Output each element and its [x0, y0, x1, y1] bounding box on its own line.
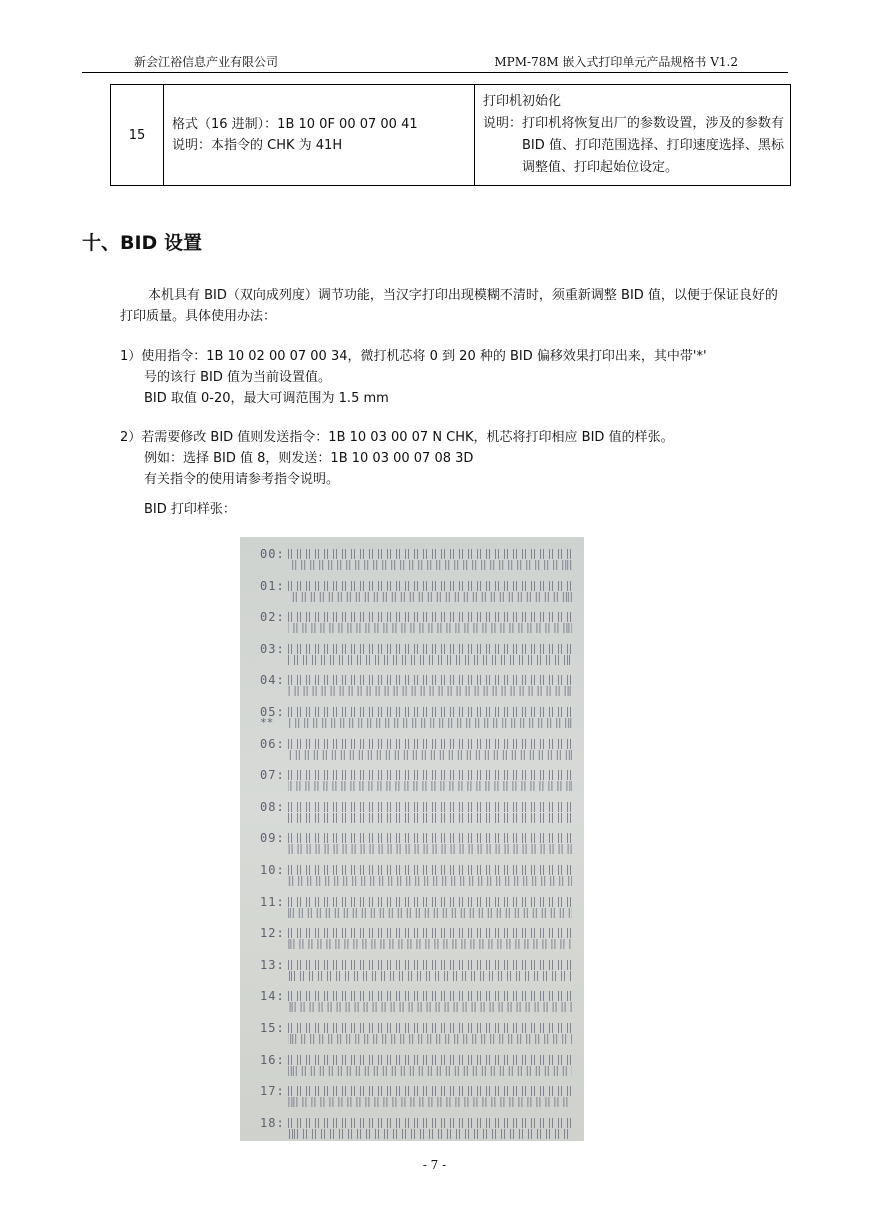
print-row-label: 05:	[260, 705, 285, 719]
description-text: 打印机将恢复出厂的参数设置，涉及的参数有 BID 值、打印范围选择、打印速度选择、黑标调整值、打印起始位设定。	[522, 116, 784, 175]
description-prefix: 说明：	[483, 116, 523, 131]
command-table	[110, 84, 791, 186]
instruction-item-2	[120, 427, 780, 490]
print-sample-row	[254, 735, 574, 761]
print-dot-row	[288, 802, 572, 812]
print-dot-row	[288, 718, 572, 728]
command-number: 15	[111, 85, 164, 186]
current-value-marker: **	[260, 716, 274, 729]
command-chk: 说明：本指令的 CHK 为 41H	[172, 138, 343, 153]
print-dot-row	[288, 739, 572, 749]
print-dot-row	[288, 1002, 572, 1012]
print-dot-row	[288, 770, 572, 780]
print-sample-row	[254, 577, 574, 603]
print-dot-row	[288, 813, 572, 823]
print-dot-row	[288, 675, 572, 685]
print-dot-row	[288, 655, 572, 665]
print-dot-row	[288, 833, 572, 843]
print-row-label: 17:	[260, 1084, 285, 1099]
print-row-label: 04:	[260, 673, 285, 688]
print-sample-row	[254, 924, 574, 950]
print-dot-row	[288, 581, 572, 591]
page-header	[82, 52, 788, 73]
print-dot-row	[288, 781, 572, 791]
sample-label: BID 打印样张：	[144, 502, 236, 517]
print-dot-row	[288, 876, 572, 886]
print-dot-row	[288, 1055, 572, 1065]
print-dot-row	[288, 1097, 572, 1107]
print-dot-row	[288, 971, 572, 981]
print-row-label: 03:	[260, 641, 285, 656]
print-sample-row	[254, 861, 574, 887]
item2-line3: 有关指令的使用请参考指令说明。	[144, 472, 340, 487]
item1-line1: 1）使用指令：1B 10 02 00 07 00 34，微打机芯将 0 到 20 种的 BID 偏移效果打印出来，其中带'*'	[120, 349, 707, 364]
print-sample-row	[254, 956, 574, 982]
print-dot-row	[288, 1129, 572, 1139]
print-dot-row	[288, 750, 572, 760]
header-company: 新会江裕信息产业有限公司	[134, 55, 279, 69]
print-dot-row	[288, 844, 572, 854]
print-row-label: 10:	[260, 863, 285, 877]
print-sample-row	[254, 893, 574, 919]
print-sample-row	[254, 671, 574, 697]
print-dot-row	[288, 612, 572, 622]
item2-line2: 例如：选择 BID 值 8，则发送：1B 10 03 00 07 08 3D	[144, 451, 474, 466]
command-format: 格式（16 进制）：1B 10 0F 00 07 00 41	[172, 117, 418, 132]
command-description-cell	[475, 85, 791, 186]
print-dot-row	[288, 1023, 572, 1033]
print-row-label: 01:	[260, 578, 285, 593]
print-sample-row	[254, 1019, 574, 1045]
print-dot-row	[288, 549, 572, 559]
print-sample-row	[254, 1051, 574, 1077]
command-function-title: 打印机初始化	[483, 94, 562, 109]
print-row-label: 16:	[260, 1052, 285, 1067]
print-row-label: 08:	[260, 799, 285, 814]
intro-paragraph: 本机具有 BID（双向成列度）调节功能，当汉字打印出现模糊不清时，须重新调整 BID 值，以便于保证良好的打印质量。具体使用办法：	[120, 288, 778, 324]
page-number: - 7 -	[422, 1158, 447, 1172]
item1-line2: 号的该行 BID 值为当前设置值。	[144, 370, 332, 385]
print-sample-row	[254, 545, 574, 571]
print-row-label: 07:	[260, 768, 285, 783]
print-dot-row	[288, 560, 572, 570]
table-row	[111, 85, 791, 186]
print-sample-row	[254, 640, 574, 666]
print-dot-row	[288, 592, 572, 602]
print-row-label: 09:	[260, 831, 285, 846]
print-dot-row	[288, 939, 572, 949]
print-row-label: 12:	[260, 926, 285, 941]
print-sample-row	[254, 608, 574, 634]
print-dot-row	[288, 644, 572, 654]
print-row-label: 13:	[260, 957, 285, 972]
print-sample-row	[254, 1082, 574, 1108]
print-dot-row	[288, 623, 572, 633]
print-dot-row	[288, 928, 572, 938]
command-format-cell	[164, 85, 475, 186]
print-row-label: 14:	[260, 989, 285, 1004]
bid-print-sample-photo	[240, 537, 584, 1141]
print-dot-row	[288, 707, 572, 717]
print-dot-row	[288, 1066, 572, 1076]
instruction-item-1	[120, 346, 780, 409]
print-row-label: 02:	[260, 610, 285, 625]
print-row-label: 11:	[260, 894, 285, 909]
print-dot-row	[288, 865, 572, 875]
print-row-label: 06:	[260, 736, 285, 751]
print-sample-row	[254, 1114, 574, 1140]
section-title: 十、BID 设置	[82, 232, 202, 254]
print-sample-row	[254, 703, 574, 729]
print-sample-row	[254, 829, 574, 855]
print-dot-row	[288, 960, 572, 970]
item1-line3: BID 取值 0-20，最大可调范围为 1.5 mm	[144, 391, 389, 406]
item2-line1: 2）若需要修改 BID 值则发送指令：1B 10 03 00 07 N CHK，机芯将打印相应 BID 值的样张。	[120, 430, 674, 445]
print-dot-row	[288, 1034, 572, 1044]
print-dot-row	[288, 897, 572, 907]
print-row-label: 18:	[260, 1115, 285, 1130]
print-row-label: 00:	[260, 547, 285, 561]
print-dot-row	[288, 991, 572, 1001]
print-dot-row	[288, 1118, 572, 1128]
print-dot-row	[288, 1086, 572, 1096]
print-sample-row	[254, 987, 574, 1013]
print-sample-row	[254, 766, 574, 792]
print-row-label: 15:	[260, 1021, 285, 1035]
print-dot-row	[288, 908, 572, 918]
header-doc-title: MPM-78M 嵌入式打印单元产品规格书 V1.2	[494, 55, 738, 69]
print-dot-row	[288, 686, 572, 696]
print-sample-row	[254, 798, 574, 824]
